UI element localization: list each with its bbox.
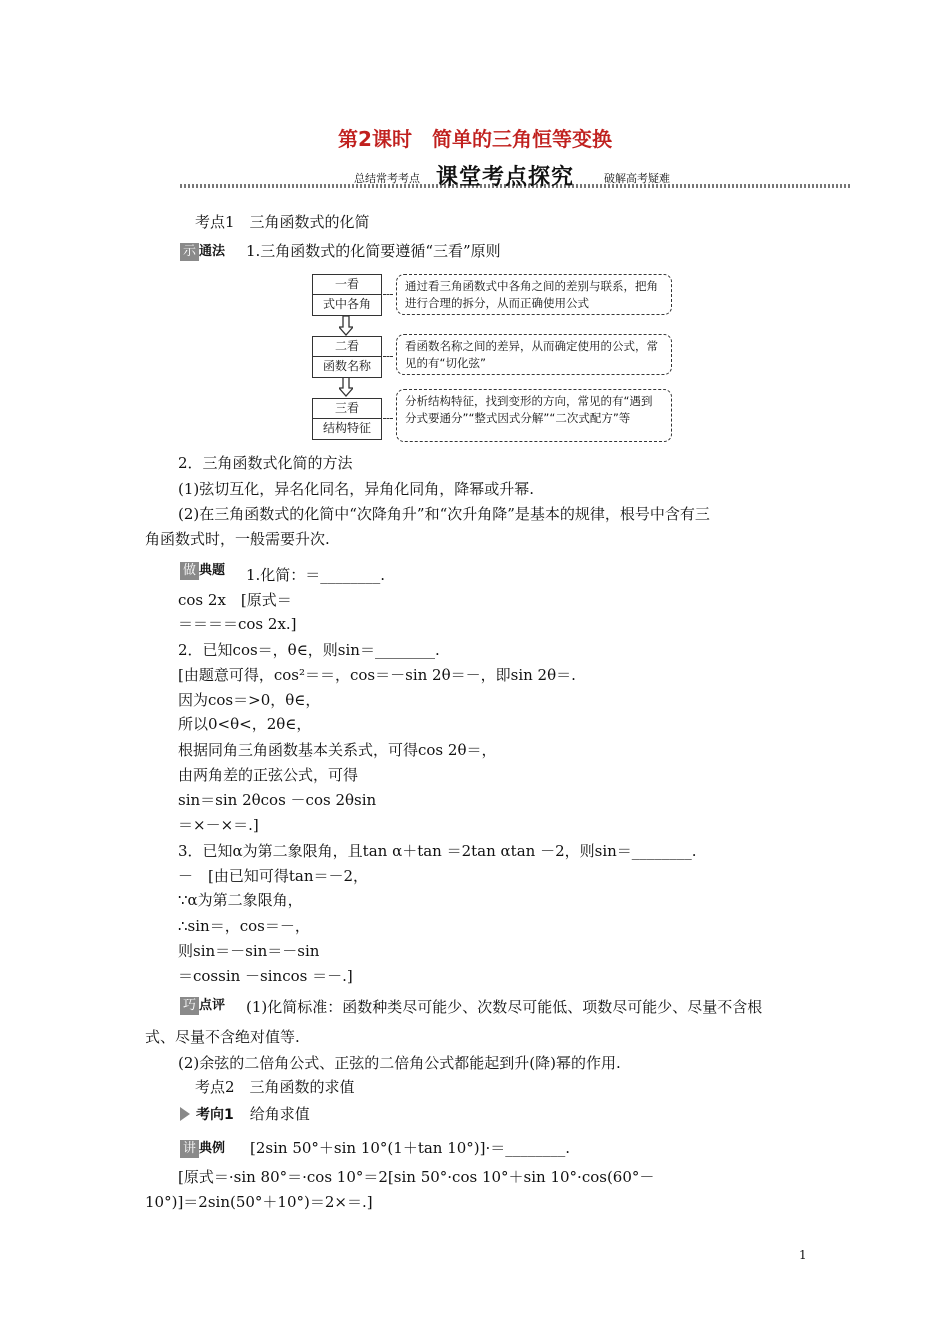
- tag-dianping: [180, 994, 225, 1015]
- question-3: 3．已知α为第二象限角，且tan α＋tan ＝2tan αtan －2，则sin＝________.: [178, 842, 697, 860]
- direction-1: [180, 1104, 310, 1124]
- flow-box-1: [312, 274, 382, 316]
- answer-3-line-5: ＝cossin －sincos ＝－.]: [178, 967, 353, 985]
- banner-left-text: 总结常考考点: [354, 172, 420, 185]
- answer-3-line-3: ∴sin＝，cos＝－，: [178, 917, 310, 935]
- flow-box-head: 二看: [334, 339, 359, 353]
- tag-label: 点评: [199, 998, 226, 1013]
- down-arrow-icon: [339, 377, 353, 397]
- key-point-2-heading: 考点2 三角函数的求值: [195, 1078, 355, 1096]
- down-arrow-icon: [339, 316, 353, 336]
- flow-box-3: [312, 398, 382, 440]
- answer-3-line-2: ∵α为第二象限角，: [178, 891, 303, 909]
- flow-box-sub: 结构特征: [313, 418, 381, 438]
- tag-tongfa: [180, 240, 225, 261]
- answer-1-line-1: cos 2x [原式＝: [178, 591, 292, 609]
- tag-label: 典题: [199, 563, 226, 578]
- direction-text: 给角求值: [249, 1105, 310, 1123]
- key-point-1-heading: 考点1 三角函数式的化简: [195, 213, 370, 231]
- review-1-line-1: (1)化简标准：函数种类尽可能少、次数尽可能低、项数尽可能少、尽量不含根: [246, 998, 763, 1016]
- question-1: 1.化简：＝________.: [246, 566, 386, 584]
- answer-2-line-2: 因为cos＝>0，θ∈，: [178, 691, 321, 709]
- example-1-answer-line-1: [原式＝·sin 80°＝·cos 10°＝2[sin 50°·cos 10°＋sin 10°·cos(60°－: [178, 1168, 655, 1186]
- answer-2-line-6: sin＝sin 2θcos －cos 2θsin: [178, 791, 377, 809]
- page-title: 第2课时 简单的三角恒等变换: [338, 127, 612, 151]
- tag-icon: 巧: [180, 997, 199, 1015]
- flow-note-2: 看函数名称之间的差异，从而确定使用的公式，常见的有“切化弦”: [396, 334, 672, 375]
- section-banner: [180, 160, 850, 188]
- answer-2-line-3: 所以0<θ<，2θ∈，: [178, 715, 312, 733]
- tag-dianli: [180, 1137, 225, 1158]
- flow-box-sub: 函数名称: [313, 356, 381, 376]
- flow-box-head: 三看: [334, 401, 359, 415]
- method-2-line-1: (2)在三角函数式的化简中“次降角升”和“次升角降”是基本的规律，根号中含有三: [178, 505, 710, 523]
- rule-1: 1.三角函数式的化简要遵循“三看”原则: [246, 242, 501, 260]
- page-number: 1: [799, 1248, 807, 1262]
- flow-note-3: 分析结构特征，找到变形的方向，常见的有“遇到分式要通分”“整式因式分解”“二次式配方”等: [396, 389, 672, 442]
- answer-3-line-4: 则sin＝－sin＝－sin: [178, 942, 320, 960]
- answer-3-line-1: － [由已知可得tan＝－2，: [178, 867, 369, 885]
- connector: [383, 294, 393, 295]
- answer-2-line-5: 由两角差的正弦公式，可得: [178, 766, 359, 784]
- connector: [383, 418, 393, 419]
- tag-diantiy: [180, 559, 225, 580]
- answer-1-line-2: ＝＝＝＝cos 2x.]: [178, 615, 297, 633]
- question-2: 2．已知cos＝，θ∈，则sin＝________.: [178, 641, 440, 659]
- method-2-line-2: 角函数式时，一般需要升次.: [145, 530, 330, 548]
- tag-icon: 示: [180, 243, 199, 261]
- method-title: 2．三角函数式化简的方法: [178, 454, 353, 472]
- tag-icon: 讲: [180, 1140, 199, 1158]
- flow-note-1: 通过看三角函数式中各角之间的差别与联系，把角进行合理的拆分，从而正确使用公式: [396, 274, 672, 315]
- answer-2-line-4: 根据同角三角函数基本关系式，可得cos 2θ＝，: [178, 741, 497, 759]
- banner-right-text: 破解高考疑难: [604, 172, 670, 185]
- tag-label: 典例: [199, 1141, 226, 1156]
- triangle-icon: [180, 1107, 190, 1121]
- review-2: (2)余弦的二倍角公式、正弦的二倍角公式都能起到升(降)幂的作用.: [178, 1054, 621, 1072]
- banner-main-text: 课堂考点探究: [436, 165, 575, 190]
- method-1: (1)弦切互化，异名化同名，异角化同角，降幂或升幂.: [178, 480, 535, 498]
- answer-2-line-1: [由题意可得，cos²＝＝，cos＝－sin 2θ＝－，即sin 2θ＝.: [178, 666, 576, 684]
- direction-label: 考向1: [196, 1107, 234, 1123]
- tag-icon: 做: [180, 562, 199, 580]
- flow-box-sub: 式中各角: [313, 294, 381, 314]
- connector: [383, 356, 393, 357]
- flow-box-head: 一看: [334, 277, 359, 291]
- tag-label: 通法: [199, 244, 226, 259]
- example-1: [2sin 50°＋sin 10°(1＋tan 10°)]·＝________.: [250, 1139, 571, 1157]
- answer-2-line-7: ＝×－×＝.]: [178, 816, 259, 834]
- flow-box-2: [312, 336, 382, 378]
- example-1-answer-line-2: 10°)]＝2sin(50°＋10°)＝2×＝.]: [145, 1193, 373, 1211]
- review-1-line-2: 式、尽量不含绝对值等.: [145, 1028, 300, 1046]
